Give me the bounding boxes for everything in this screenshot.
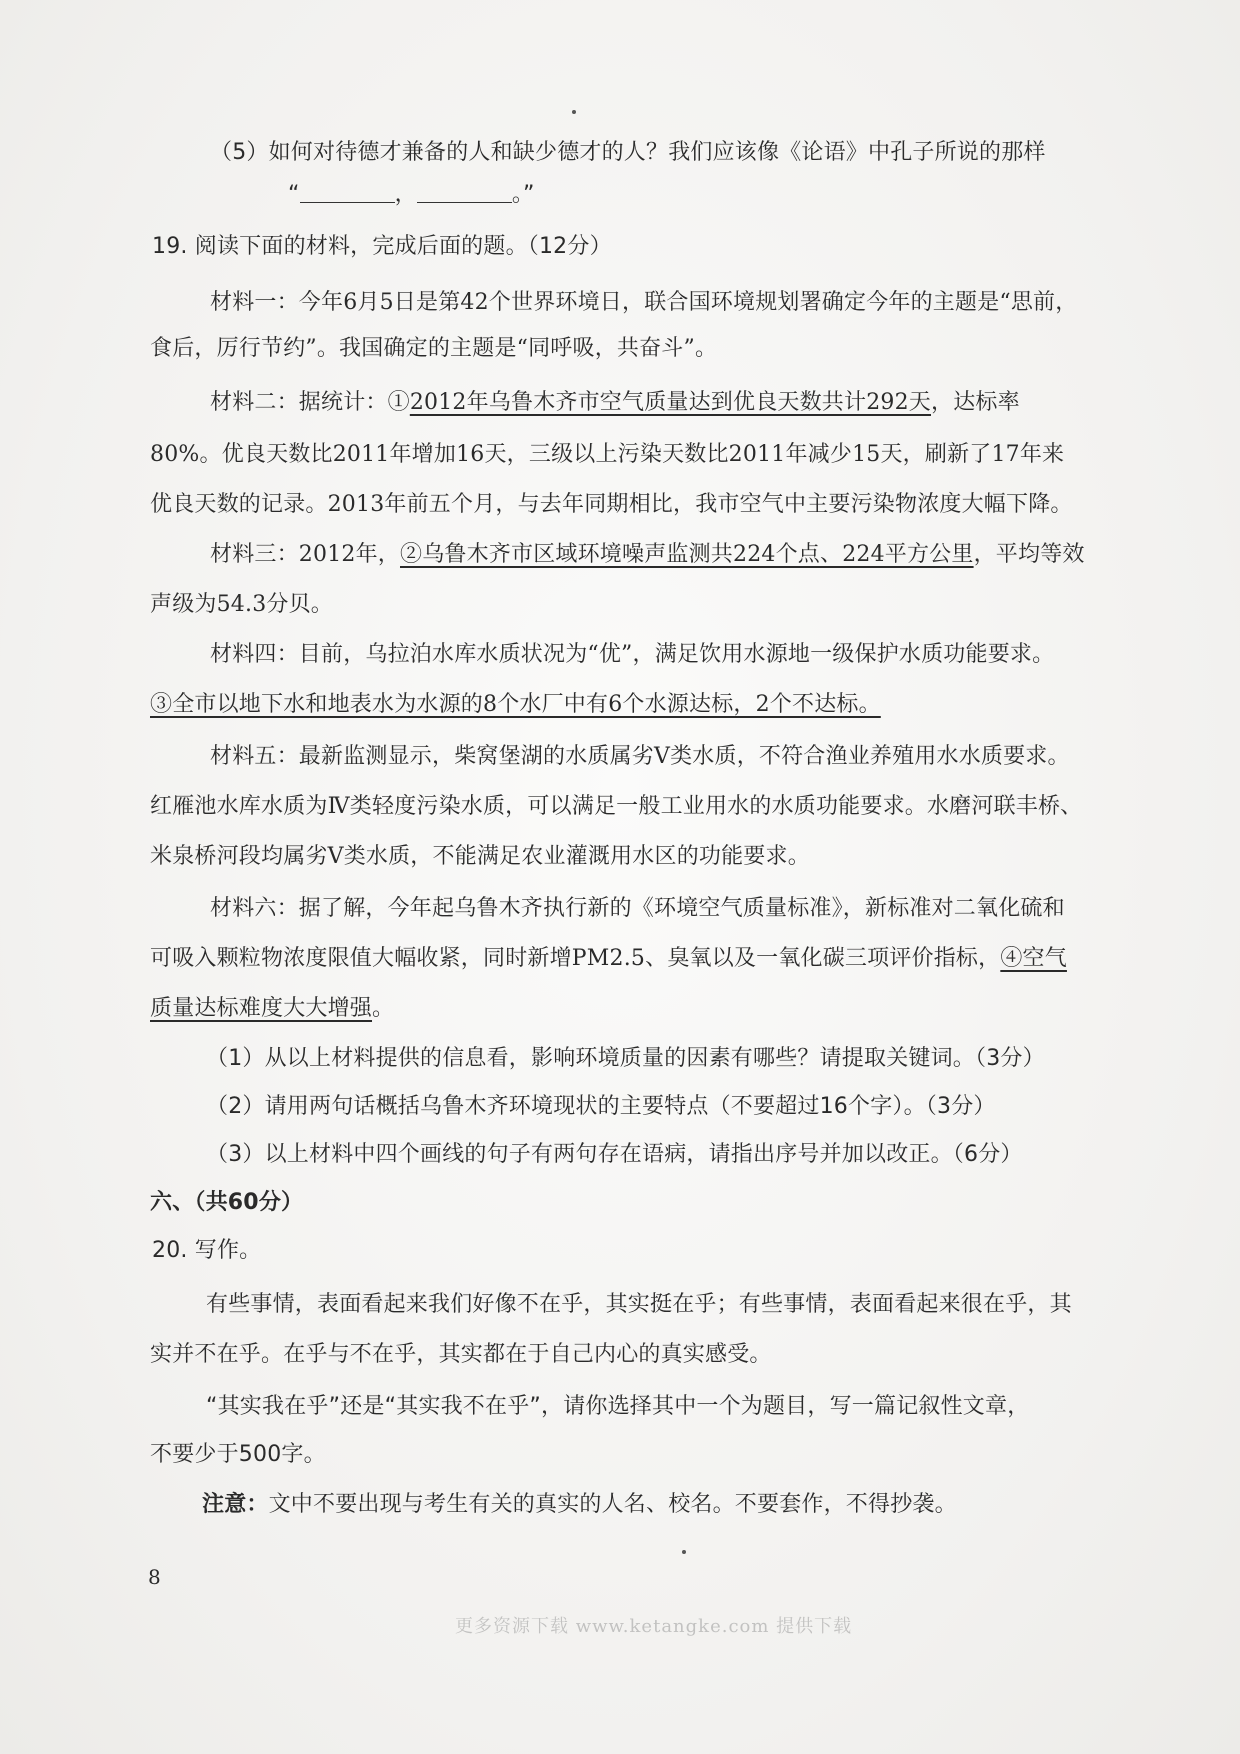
answer-blank-1[interactable]	[300, 182, 395, 203]
q20-prompt-line1: 有些事情，表面看起来我们好像不在乎，其实挺在乎；有些事情，表面看起来很在乎，其	[206, 1292, 1072, 1317]
watermark-text: 更多资源下载 www.ketangke.com 提供下载	[455, 1616, 853, 1637]
material-6-line2: 可吸入颗粒物浓度限值大幅收紧，同时新增PM2.5、臭氧以及一氧化碳三项评价指标，④空气	[150, 946, 1067, 971]
q19-sub-2: （2）请用两句话概括乌鲁木齐环境现状的主要特点（不要超过16个字）。（3分）	[206, 1094, 996, 1119]
answer-blank-2[interactable]	[417, 182, 512, 203]
page-number: 8	[148, 1565, 161, 1589]
material-2-line2: 80%。优良天数比2011年增加16天，三级以上污染天数比2011年减少15天，刷新了17年来	[150, 442, 1065, 467]
q20-prompt-line2: 实并不在乎。在乎与不在乎，其实都在于自己内心的真实感受。	[150, 1342, 772, 1367]
q19-sub-1: （1）从以上材料提供的信息看，影响环境质量的因素有哪些？请提取关键词。（3分）	[206, 1046, 1045, 1071]
material-1-line2: 食后，厉行节约”。我国确定的主题是“同呼吸，共奋斗”。	[150, 336, 718, 361]
material-1-line1: 材料一：今年6月5日是第42个世界环境日，联合国环境规划署确定今年的主题是“思前，	[210, 290, 1078, 315]
section-6-heading: 六、（共60分）	[150, 1190, 304, 1215]
material-2-line3: 优良天数的记录。2013年前五个月，与去年同期相比，我市空气中主要污染物浓度大幅下降。	[150, 492, 1073, 517]
q20-task-line2: 不要少于500字。	[150, 1442, 326, 1467]
q20-heading: 20. 写作。	[152, 1238, 262, 1263]
q18-5-line1: （5）如何对待德才兼备的人和缺少德才的人？我们应该像《论语》中孔子所说的那样	[210, 140, 1046, 165]
q20-note: 注意：文中不要出现与考生有关的真实的人名、校名。不要套作，不得抄袭。	[202, 1492, 957, 1517]
bottom-dot-mark	[682, 1550, 686, 1554]
q19-sub-3: （3）以上材料中四个画线的句子有两句存在语病，请指出序号并加以改正。（6分）	[206, 1142, 1023, 1167]
material-3-line1: 材料三：2012年，②乌鲁木齐市区域环境噪声监测共224个点、224平方公里，平均等效	[210, 542, 1085, 567]
material-5-line1: 材料五：最新监测显示，柴窝堡湖的水质属劣Ⅴ类水质，不符合渔业养殖用水水质要求。	[210, 744, 1070, 769]
material-4-line2: ③全市以地下水和地表水为水源的8个水厂中有6个水源达标，2个不达标。	[150, 692, 881, 717]
material-2-line1: 材料二：据统计：①2012年乌鲁木齐市空气质量达到优良天数共计292天，达标率	[210, 390, 1020, 415]
material-6-line3: 质量达标难度大大增强。	[150, 996, 395, 1021]
q20-task-line1: “其实我在乎”还是“其实我不在乎”，请你选择其中一个为题目，写一篇记叙性文章，	[206, 1394, 1030, 1419]
q18-5-line2: “ ， 。”	[288, 182, 535, 207]
top-dot-mark	[572, 110, 576, 114]
material-5-line3: 米泉桥河段均属劣Ⅴ类水质，不能满足农业灌溉用水区的功能要求。	[150, 844, 810, 869]
material-4-line1: 材料四：目前，乌拉泊水库水质状况为“优”，满足饮用水源地一级保护水质功能要求。	[210, 642, 1055, 667]
material-5-line2: 红雁池水库水质为Ⅳ类轻度污染水质，可以满足一般工业用水的水质功能要求。水磨河联丰桥、	[150, 794, 1083, 819]
q19-heading: 19. 阅读下面的材料，完成后面的题。（12分）	[152, 234, 612, 259]
material-6-line1: 材料六：据了解，今年起乌鲁木齐执行新的《环境空气质量标准》，新标准对二氧化硫和	[210, 896, 1065, 921]
material-3-line2: 声级为54.3分贝。	[150, 592, 333, 617]
